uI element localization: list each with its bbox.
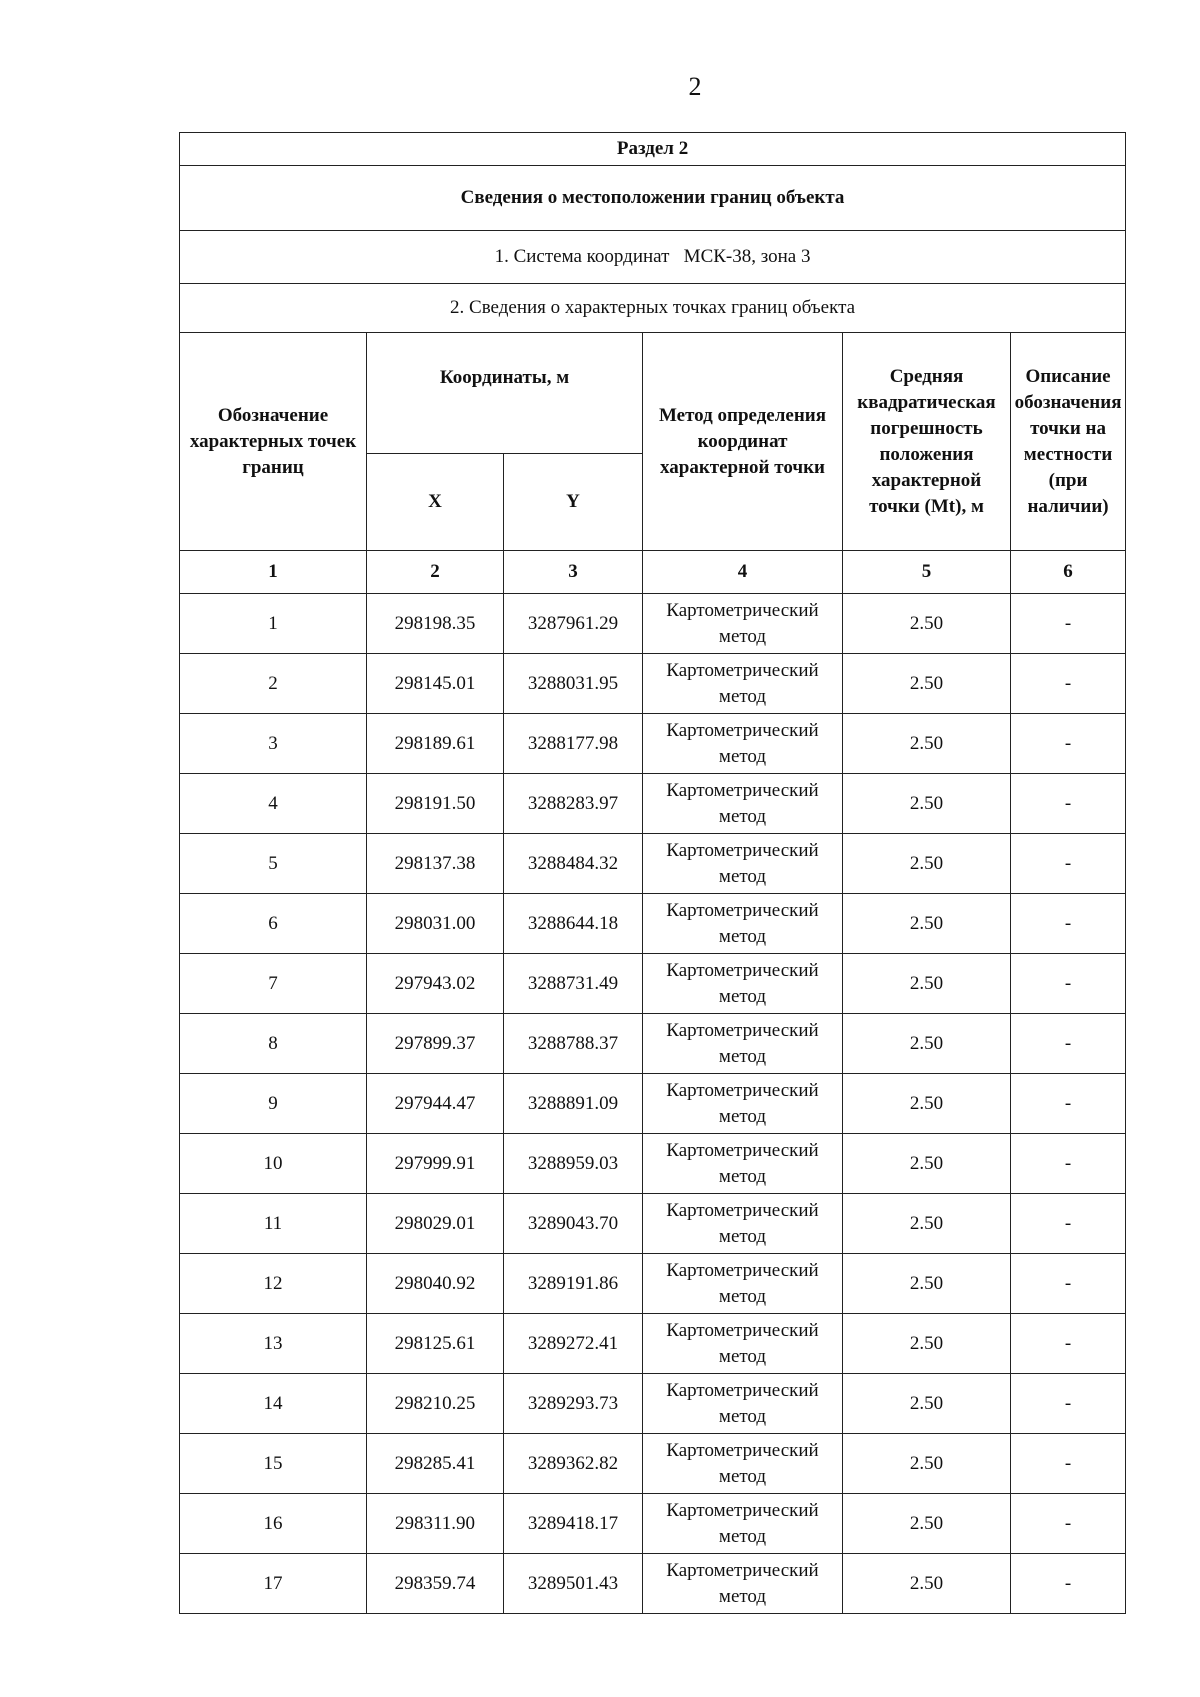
- mean-error: 2.50: [843, 774, 1011, 834]
- coord-x: 297944.47: [367, 1074, 504, 1134]
- table-row: [180, 1014, 1126, 1074]
- table-row: [180, 1254, 1126, 1314]
- header-error: Средняя квадратическая погрешность положения характерной точки (Mt), м: [843, 333, 1011, 551]
- section-title: Раздел 2: [180, 133, 1126, 166]
- column-number: 6: [1011, 551, 1126, 594]
- coord-x: 298359.74: [367, 1554, 504, 1614]
- point-id: 1: [180, 594, 367, 654]
- coord-y: 3289272.41: [504, 1314, 643, 1374]
- method: Картометрический метод: [643, 1134, 843, 1194]
- column-number: 3: [504, 551, 643, 594]
- point-description: -: [1011, 774, 1126, 834]
- method: Картометрический метод: [643, 1074, 843, 1134]
- point-description: -: [1011, 954, 1126, 1014]
- mean-error: 2.50: [843, 654, 1011, 714]
- point-description: -: [1011, 1134, 1126, 1194]
- mean-error: 2.50: [843, 954, 1011, 1014]
- point-id: 14: [180, 1374, 367, 1434]
- mean-error: 2.50: [843, 1134, 1011, 1194]
- mean-error: 2.50: [843, 894, 1011, 954]
- header-description: Описание обозначения точки на местности (при наличии): [1011, 333, 1126, 551]
- header-coordinates: Координаты, м: [367, 333, 643, 454]
- method: Картометрический метод: [643, 1494, 843, 1554]
- coord-y: 3288283.97: [504, 774, 643, 834]
- mean-error: 2.50: [843, 1194, 1011, 1254]
- mean-error: 2.50: [843, 594, 1011, 654]
- method: Картометрический метод: [643, 714, 843, 774]
- coord-x: 297943.02: [367, 954, 504, 1014]
- mean-error: 2.50: [843, 1074, 1011, 1134]
- table-row: [180, 1494, 1126, 1554]
- point-description: -: [1011, 1494, 1126, 1554]
- mean-error: 2.50: [843, 1434, 1011, 1494]
- table-row: [180, 834, 1126, 894]
- column-number: 5: [843, 551, 1011, 594]
- mean-error: 2.50: [843, 1494, 1011, 1554]
- coord-y: 3288177.98: [504, 714, 643, 774]
- method: Картометрический метод: [643, 954, 843, 1014]
- point-description: -: [1011, 654, 1126, 714]
- table-row: [180, 714, 1126, 774]
- point-id: 6: [180, 894, 367, 954]
- coord-y: 3289501.43: [504, 1554, 643, 1614]
- coord-y: 3288731.49: [504, 954, 643, 1014]
- coord-x: 298145.01: [367, 654, 504, 714]
- point-id: 8: [180, 1014, 367, 1074]
- mean-error: 2.50: [843, 1554, 1011, 1614]
- method: Картометрический метод: [643, 774, 843, 834]
- point-description: -: [1011, 894, 1126, 954]
- page-number: 2: [688, 72, 702, 101]
- coord-y: 3288788.37: [504, 1014, 643, 1074]
- coord-y: 3289191.86: [504, 1254, 643, 1314]
- point-description: -: [1011, 594, 1126, 654]
- point-description: -: [1011, 1254, 1126, 1314]
- coord-x: 298029.01: [367, 1194, 504, 1254]
- coord-y: 3289293.73: [504, 1374, 643, 1434]
- method: Картометрический метод: [643, 894, 843, 954]
- coord-x: 298210.25: [367, 1374, 504, 1434]
- point-id: 15: [180, 1434, 367, 1494]
- coord-y: 3288959.03: [504, 1134, 643, 1194]
- table-row: [180, 1554, 1126, 1614]
- mean-error: 2.50: [843, 1374, 1011, 1434]
- point-id: 17: [180, 1554, 367, 1614]
- method: Картометрический метод: [643, 1314, 843, 1374]
- coord-y: 3288031.95: [504, 654, 643, 714]
- point-id: 2: [180, 654, 367, 714]
- method: Картометрический метод: [643, 1554, 843, 1614]
- table-row: [180, 1434, 1126, 1494]
- table-row: [180, 954, 1126, 1014]
- coord-y: 3287961.29: [504, 594, 643, 654]
- boundary-points-table: [179, 132, 1126, 1614]
- method: Картометрический метод: [643, 1014, 843, 1074]
- method: Картометрический метод: [643, 1194, 843, 1254]
- table-row: [180, 654, 1126, 714]
- header-x: X: [367, 454, 504, 551]
- table-row: [180, 594, 1126, 654]
- point-description: -: [1011, 1554, 1126, 1614]
- method: Картометрический метод: [643, 834, 843, 894]
- point-description: -: [1011, 1194, 1126, 1254]
- table-row: [180, 1074, 1126, 1134]
- point-description: -: [1011, 1014, 1126, 1074]
- point-id: 13: [180, 1314, 367, 1374]
- coord-x: 298137.38: [367, 834, 504, 894]
- table-row: [180, 1134, 1126, 1194]
- column-number: 1: [180, 551, 367, 594]
- point-description: -: [1011, 1074, 1126, 1134]
- point-description: -: [1011, 714, 1126, 774]
- method: Картометрический метод: [643, 1254, 843, 1314]
- mean-error: 2.50: [843, 1014, 1011, 1074]
- coord-x: 298125.61: [367, 1314, 504, 1374]
- coord-x: 298311.90: [367, 1494, 504, 1554]
- header-method: Метод определения координат характерной точки: [643, 333, 843, 551]
- coord-x: 298031.00: [367, 894, 504, 954]
- coord-y: 3288644.18: [504, 894, 643, 954]
- point-id: 5: [180, 834, 367, 894]
- mean-error: 2.50: [843, 834, 1011, 894]
- section-subtitle: Сведения о местоположении границ объекта: [180, 166, 1126, 231]
- coord-y: 3288484.32: [504, 834, 643, 894]
- point-description: -: [1011, 1374, 1126, 1434]
- method: Картометрический метод: [643, 1434, 843, 1494]
- point-id: 4: [180, 774, 367, 834]
- method: Картометрический метод: [643, 654, 843, 714]
- point-description: -: [1011, 834, 1126, 894]
- coordinate-system: 1. Система координат МСК-38, зона 3: [180, 231, 1126, 284]
- table-row: [180, 1194, 1126, 1254]
- column-number: 4: [643, 551, 843, 594]
- coord-x: 298191.50: [367, 774, 504, 834]
- column-number: 2: [367, 551, 504, 594]
- mean-error: 2.50: [843, 714, 1011, 774]
- point-id: 3: [180, 714, 367, 774]
- table-row: [180, 1314, 1126, 1374]
- coord-x: 298285.41: [367, 1434, 504, 1494]
- coord-y: 3288891.09: [504, 1074, 643, 1134]
- column-numbers-row: [180, 551, 1126, 594]
- header-y: Y: [504, 454, 643, 551]
- coord-y: 3289043.70: [504, 1194, 643, 1254]
- point-id: 9: [180, 1074, 367, 1134]
- coord-x: 298198.35: [367, 594, 504, 654]
- point-id: 7: [180, 954, 367, 1014]
- method: Картометрический метод: [643, 594, 843, 654]
- point-id: 10: [180, 1134, 367, 1194]
- table-row: [180, 894, 1126, 954]
- point-id: 16: [180, 1494, 367, 1554]
- table-row: [180, 774, 1126, 834]
- point-id: 11: [180, 1194, 367, 1254]
- mean-error: 2.50: [843, 1254, 1011, 1314]
- header-designation: Обозначение характерных точек границ: [180, 333, 367, 551]
- coord-y: 3289362.82: [504, 1434, 643, 1494]
- coord-x: 297999.91: [367, 1134, 504, 1194]
- mean-error: 2.50: [843, 1314, 1011, 1374]
- coord-y: 3289418.17: [504, 1494, 643, 1554]
- coord-x: 298189.61: [367, 714, 504, 774]
- method: Картометрический метод: [643, 1374, 843, 1434]
- points-info: 2. Сведения о характерных точках границ объекта: [180, 284, 1126, 333]
- point-id: 12: [180, 1254, 367, 1314]
- point-description: -: [1011, 1314, 1126, 1374]
- coord-x: 297899.37: [367, 1014, 504, 1074]
- point-description: -: [1011, 1434, 1126, 1494]
- table-row: [180, 1374, 1126, 1434]
- coord-x: 298040.92: [367, 1254, 504, 1314]
